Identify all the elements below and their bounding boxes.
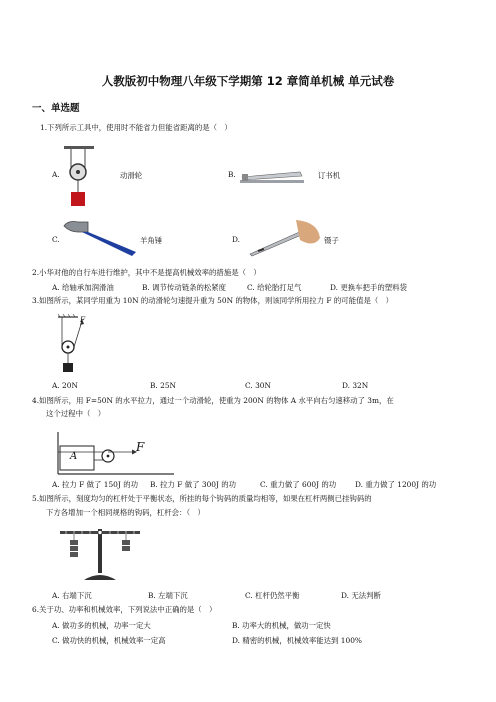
q3-option-a[interactable]: A. 20N — [52, 381, 78, 390]
q1-option-b-label: 订书机 — [318, 171, 341, 180]
q5-option-b[interactable]: B. 左端下沉 — [148, 591, 188, 600]
q1-option-a-letter[interactable]: A. — [52, 170, 60, 179]
q6-option-c[interactable]: C. 做功快的机械，机械效率一定高 — [52, 636, 166, 645]
q3-force-label: F — [80, 315, 86, 324]
claw-hammer-figure — [62, 218, 140, 258]
q6-option-b[interactable]: B. 功率大的机械，做功一定快 — [232, 621, 331, 630]
q1-option-c-letter[interactable]: C. — [52, 235, 60, 244]
q2-option-b[interactable]: B. 调节传动链条的松紧度 — [142, 283, 227, 292]
lever-balance-figure — [58, 526, 144, 582]
q1-option-a-label: 动滑轮 — [120, 171, 143, 180]
q1-option-c-label: 羊角锤 — [140, 236, 163, 245]
movable-pulley-figure — [62, 144, 96, 210]
q4-force-label: F — [136, 440, 145, 454]
q4-option-d[interactable]: D. 重力做了 1200J 的功 — [355, 480, 437, 489]
pulley-force-figure — [56, 313, 96, 375]
q3-option-b[interactable]: B. 25N — [150, 381, 177, 390]
q5-option-d[interactable]: D. 无法判断 — [341, 591, 381, 600]
section-heading: 一、单选题 — [32, 103, 80, 114]
q4-option-c[interactable]: C. 重力做了 600J 的功 — [260, 480, 337, 489]
q5-stem-line2: 下方各增加一个相同规格的钩码，杠杆会：（ ） — [46, 508, 205, 517]
q4-option-b[interactable]: B. 拉力 F 做了 300J 的功 — [150, 480, 237, 489]
tweezers-figure — [248, 218, 322, 258]
q5-option-a[interactable]: A. 右端下沉 — [52, 591, 92, 600]
q4-block-label: A — [70, 451, 78, 462]
q5-option-c[interactable]: C. 杠杆仍然平衡 — [245, 591, 300, 600]
q3-option-d[interactable]: D. 32N — [342, 381, 369, 390]
stapler-figure — [238, 164, 308, 186]
q2-stem: 2.小华对他的自行车进行维护，其中不是提高机械效率的措施是（ ） — [32, 268, 261, 277]
page-title: 人教版初中物理八年级下学期第 12 章简单机械 单元试卷 — [101, 74, 395, 88]
q1-stem: 1.下列所示工具中，使用时不能省力但能省距离的是（ ） — [40, 123, 232, 132]
q3-option-c[interactable]: C. 30N — [245, 381, 271, 390]
q4-stem-line1: 4.如图所示，用 F=50N 的水平拉力，通过一个动滑轮，使重为 200N 的物体 A 水平向右匀速移动了 3m，在 — [32, 396, 394, 405]
q4-option-a[interactable]: A. 拉力 F 做了 150J 的功 — [52, 480, 138, 489]
q6-stem: 6.关于功、功率和机械效率，下列说法中正确的是（ ） — [32, 605, 217, 614]
q2-option-c[interactable]: C. 给轮胎打足气 — [247, 283, 302, 292]
q5-stem-line1: 5.如图所示，刻度均匀的杠杆处于平衡状态，所挂的每个钩码的质量均相等，如果在杠杆两侧已挂钩码的 — [32, 494, 372, 503]
q1-option-d-label: 镊子 — [324, 236, 339, 245]
q2-option-a[interactable]: A. 给轴承加润滑油 — [52, 283, 114, 292]
q3-stem: 3.如图所示，某同学用重为 10N 的动滑轮匀速提升重为 50N 的物体，则该同学所用拉力 F 的可能值是（ ） — [32, 296, 394, 305]
q6-option-d[interactable]: D. 精密的机械，机械效率能达到 100% — [232, 636, 362, 645]
q1-option-d-letter[interactable]: D. — [232, 235, 241, 244]
q4-stem-line2: 这个过程中（ ） — [46, 409, 106, 418]
q1-option-b-letter[interactable]: B. — [228, 170, 236, 179]
q2-option-d[interactable]: D. 更换车把手的塑料袋 — [330, 283, 407, 292]
q6-option-a[interactable]: A. 做功多的机械，功率一定大 — [52, 621, 151, 630]
